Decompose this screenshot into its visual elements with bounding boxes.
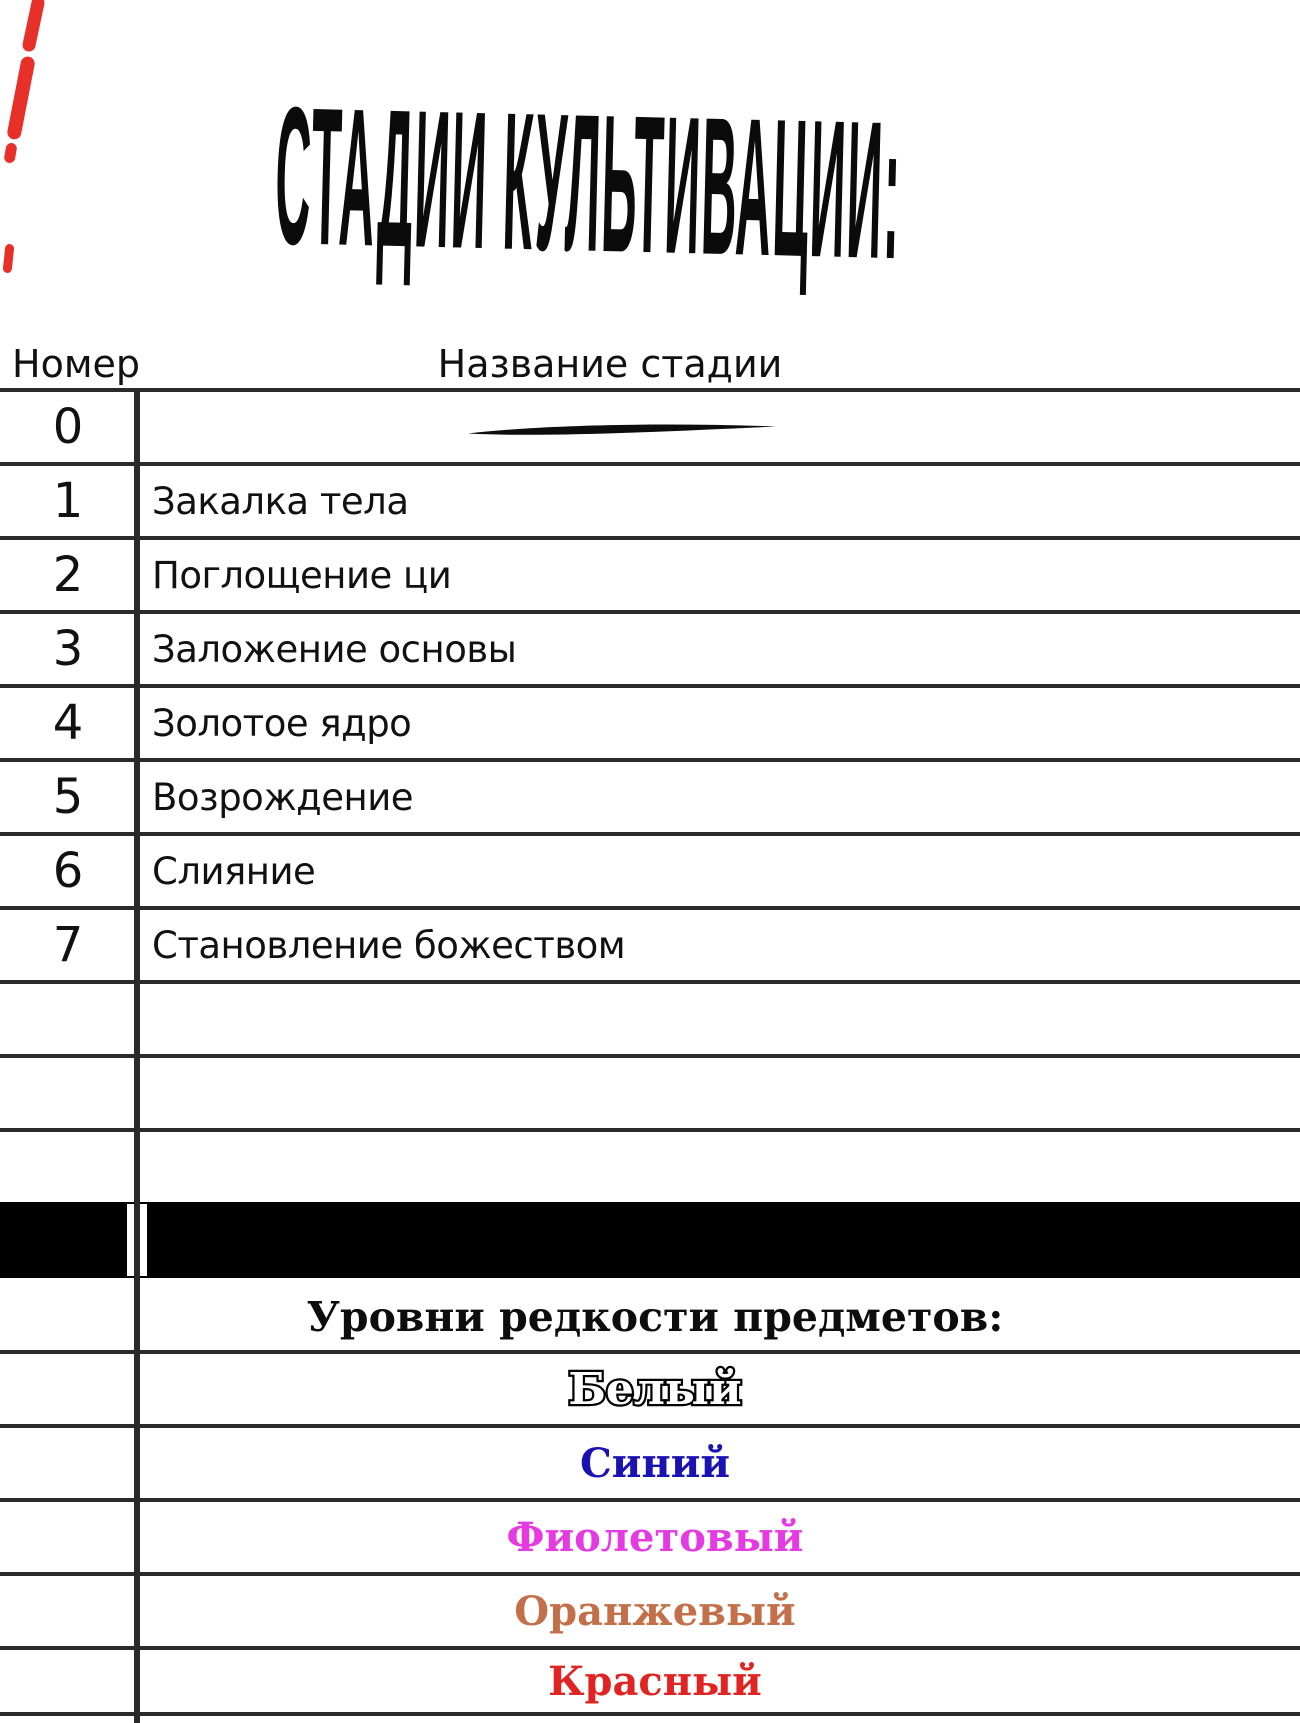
- page-title: СТАДИИ КУЛЬТИВАЦИИ:: [272, 66, 905, 301]
- rarity-section-title: Уровни редкости предметов:: [306, 1293, 1004, 1341]
- stage-number: 4: [52, 695, 84, 751]
- stage-number: 7: [52, 917, 84, 973]
- stage-number: 1: [52, 473, 84, 529]
- separator-bar: [0, 1202, 1300, 1278]
- rarity-level-white: Белый: [568, 1363, 742, 1415]
- rarity-level-orange: Оранжевый: [514, 1587, 796, 1635]
- rarity-level-red: Красный: [548, 1657, 762, 1705]
- stage-name: Поглощение ци: [152, 553, 452, 597]
- column-divider-line: [134, 388, 140, 1723]
- stage-name: Заложение основы: [152, 627, 517, 671]
- rarity-level-blue: Синий: [579, 1439, 731, 1487]
- column-header-name: Название стадии: [437, 342, 783, 386]
- stage-number: 0: [52, 399, 84, 455]
- stage-number: 5: [52, 769, 84, 825]
- rarity-level-violet: Фиолетовый: [506, 1513, 804, 1561]
- stage-name: Возрождение: [152, 775, 413, 819]
- stage-name: Становление божеством: [152, 923, 626, 967]
- stage-number: 6: [52, 843, 84, 899]
- stage-name: Золотое ядро: [152, 701, 412, 745]
- stage-name: Слияние: [152, 849, 316, 893]
- column-header-number: Номер: [12, 342, 140, 386]
- stage-number: 3: [52, 621, 84, 677]
- stage-name: Закалка тела: [152, 479, 409, 523]
- stage-number: 2: [52, 547, 84, 603]
